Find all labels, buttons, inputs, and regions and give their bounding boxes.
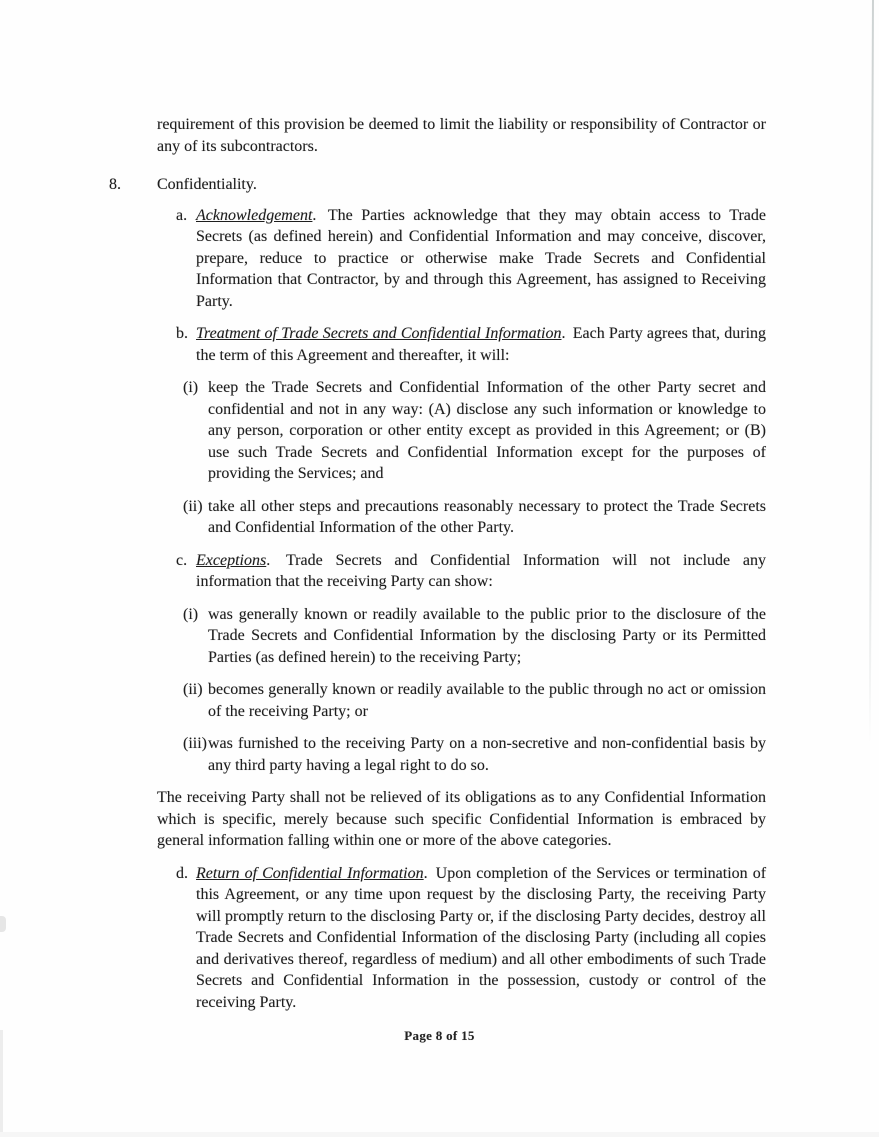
clause-b-subclause-ii-text: take all other steps and precautions reasonably necessary to protect the Trade Secrets and Confidential Information of the other Party. [208, 497, 766, 536]
clause-c-subclause-ii-marker: (ii) [183, 681, 203, 698]
clause-d-body: Upon completion of the Services or termination of this Agreement, or any time upon request by the disclosing Party, the receiving Party will promptly return to the disclosing Party or, if the disclosing Party decides, destroy all Trade Secrets and Confidential Information of the disclosing Party (including all copies and derivatives thereof, regardless of medium) and all other embodiments of such Trade Secrets and Confidential Information in the possession, custody or control of the receiving Party. [196, 864, 767, 1011]
clause-c-separator: . [266, 551, 286, 569]
page-content [109, 114, 767, 1024]
clause-c-subclause-i-text: was generally known or readily available to the public prior to the disclosure of the Trade Secrets and Confidential Information by the disclosing Party or its Permitted Parties (as defined herein) to the receiving Party; [208, 605, 766, 666]
closing-paragraph: The receiving Party shall not be relieved of its obligations as to any Confidential Information which is specific, merely because such specific Confidential Information is embraced by general information falling within one or more of the above categories. [157, 789, 766, 849]
clause-b-subclause-i [183, 377, 766, 485]
clause-c-heading: Exceptions [196, 551, 267, 569]
clause-c-subclause-ii [183, 679, 766, 722]
clause-c [176, 550, 766, 593]
clause-c-subclause-i-marker: (i) [183, 605, 199, 623]
clause-d-marker: d. [176, 864, 188, 882]
clause-a-separator: . [312, 206, 328, 224]
clause-b-subclause-i-text: keep the Trade Secrets and Confidential Information of the other Party secret and confidential and not in any way: (A) disclose any such information or knowledge to any person, corporation or other entity except as provided in this Agreement; or (B) use such Trade Secrets and Confidential Information except for the purposes of providing the Services; and [208, 379, 766, 482]
clause-c-marker: c. [176, 551, 188, 569]
scan-artifact-left-speck [0, 916, 6, 932]
page-number: Page 8 of 15 [404, 1028, 475, 1043]
clause-c-subclause-i [183, 604, 766, 669]
clause-d-separator: . [423, 864, 436, 882]
section-heading [109, 174, 766, 196]
clause-b-marker: b. [176, 325, 188, 342]
clause-b-subclause-ii-marker: (ii) [183, 497, 203, 515]
clause-c-subclause-iii [183, 733, 766, 776]
section-number: 8. [109, 176, 121, 193]
clause-a-body: The Parties acknowledge that they may obtain access to Trade Secrets (as defined herein) and Confidential Information and may conceive, discover, prepare, reduce to practice or otherwise make Trade Secrets and Confidential Information that Contractor, by and through this Agreement, has assigned to Receiving Party. [196, 206, 766, 310]
clause-a [176, 205, 766, 313]
clause-c-subclause-iii-text: was furnished to the receiving Party on a non-secretive and non-confidential basis by any third party having a legal right to do so. [208, 735, 766, 774]
clause-b-subclause-i-marker: (i) [183, 379, 199, 396]
clause-a-marker: a. [176, 206, 188, 224]
clause-b-separator: . [561, 325, 573, 342]
clause-b-body: Each Party agrees that, during the term of this Agreement and thereafter, it will: [196, 325, 767, 364]
section-title: Confidentiality. [157, 176, 257, 193]
clause-d [176, 863, 766, 1014]
scan-artifact-bottom-strip [0, 1132, 879, 1137]
clause-b [176, 323, 766, 366]
clause-c-subclause-iii-marker: (iii) [183, 735, 207, 752]
clause-b-heading: Treatment of Trade Secrets and Confidential Information [196, 325, 562, 342]
clause-d-heading: Return of Confidential Information [196, 864, 424, 882]
clause-c-subclause-ii-text: becomes generally known or readily available to the public through no act or omission of the receiving Party; or [208, 681, 766, 720]
scan-artifact-right-edge [869, 0, 874, 745]
clause-a-heading: Acknowledgement [196, 206, 313, 224]
clause-c-body: Trade Secrets and Confidential Information will not include any information that the receiving Party can show: [196, 551, 767, 590]
scan-artifact-left-edge [0, 1030, 3, 1137]
clause-b-subclause-ii [183, 496, 766, 539]
intro-paragraph: requirement of this provision be deemed to limit the liability or responsibility of Contractor or any of its subcontractors. [157, 116, 766, 155]
